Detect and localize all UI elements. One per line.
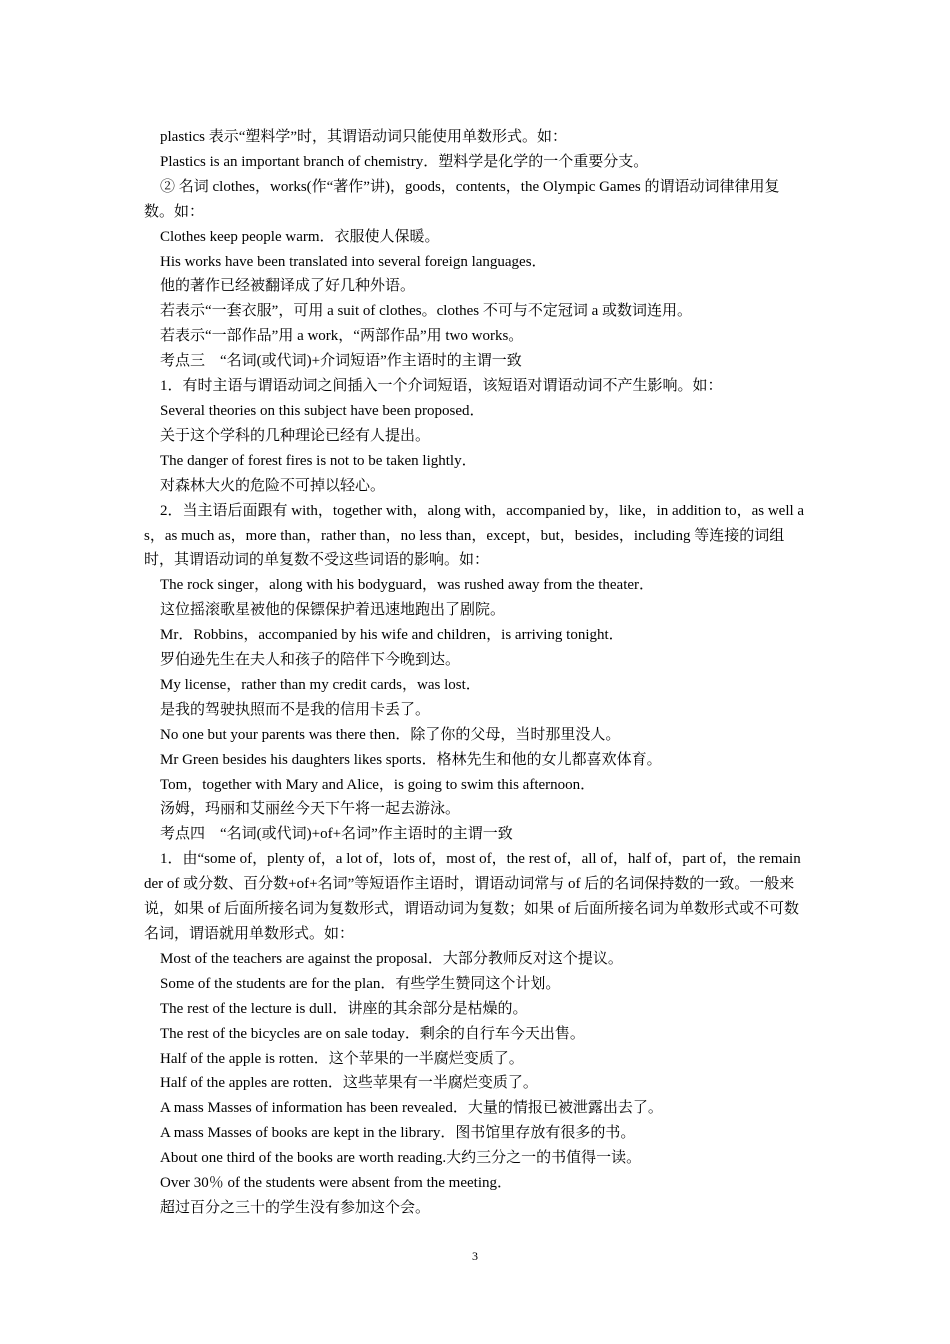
paragraph-38: 超过百分之三十的学生没有参加这个会。: [160, 1199, 431, 1216]
paragraph-4: Clothes keep people warm．衣服使人保暖。: [160, 228, 440, 245]
paragraph-14: 对森林大火的危险不可掉以轻心。: [160, 477, 386, 494]
paragraph-32: Half of the apple is rotten．这个苹果的一半腐烂变质了。: [160, 1050, 524, 1067]
paragraph-33: Half of the apples are rotten．这些苹果有一半腐烂变质了。: [160, 1075, 538, 1092]
paragraph-28: Most of the teachers are against the proposal．大部分教师反对这个提议。: [160, 950, 623, 967]
paragraph-36: About one third of the books are worth reading.大约三分之一的书值得一读。: [160, 1150, 642, 1167]
paragraph-8: 若表示“一部作品”用 a work，“两部作品”用 two works。: [160, 328, 524, 345]
paragraph-27: 1．由“some of，plenty of，a lot of，lots of，most of，the rest of，all of，half of，part of，the remainder of 或分数、百分数+of+名词”等短语作主语时，谓语动词常与 of 后的名词保持数的一致。一般来说，如果 of 后面所接名词为复数形式，谓语动词为复数；如果 of 后面所接名词为单数形式或不可数名词，谓语就用单数形式。如：: [144, 851, 801, 942]
paragraph-35: A mass Masses of books are kept in the library．图书馆里存放有很多的书。: [160, 1125, 636, 1142]
paragraph-3: ② 名词 clothes，works(作“著作”讲)，goods，contents，the Olympic Games 的谓语动词律律用复数。如：: [144, 178, 780, 220]
paragraph-12: 关于这个学科的几种理论已经有人提出。: [160, 427, 431, 444]
paragraph-10: 1．有时主语与谓语动词之间插入一个介词短语，该短语对谓语动词不产生影响。如：: [160, 378, 723, 395]
paragraph-23: Mr Green besides his daughters likes sports．格林先生和他的女儿都喜欢体育。: [160, 751, 662, 768]
paragraph-11: Several theories on this subject have been proposed．: [160, 402, 485, 419]
paragraph-19: 罗伯逊先生在夫人和孩子的陪伴下今晚到达。: [160, 652, 461, 669]
paragraph-21: 是我的驾驶执照而不是我的信用卡丢了。: [160, 701, 431, 718]
paragraph-17: 这位摇滚歌星被他的保镖保护着迅速地跑出了剧院。: [160, 602, 506, 619]
paragraph-1: plastics 表示“塑料学”时，其谓语动词只能使用单数形式。如：: [160, 129, 568, 145]
section-heading-4: 考点四 “名词(或代词)+of+名词”作主语时的主谓一致: [160, 826, 513, 843]
paragraph-5: His works have been translated into several foreign languages．: [160, 253, 547, 270]
paragraph-7: 若表示“一套衣服”，可用 a suit of clothes。clothes 不可与不定冠词 a 或数词连用。: [160, 303, 693, 320]
paragraph-18: Mr．Robbins，accompanied by his wife and children，is arriving tonight．: [160, 627, 624, 644]
paragraph-34: A mass Masses of information has been revealed．大量的情报已被泄露出去了。: [160, 1100, 663, 1117]
paragraph-15: 2．当主语后面跟有 with，together with，along with，accompanied by，like，in addition to，as well as，as much as，more than，rather than，no less than，except，but，besides，including 等连接的词组时，其谓语动词的单复数不受这些词语的影响。如：: [144, 502, 805, 569]
paragraph-30: The rest of the lecture is dull．讲座的其余部分是枯燥的。: [160, 1000, 528, 1017]
paragraph-37: Over 30％ of the students were absent from the meeting．: [160, 1175, 512, 1192]
paragraph-16: The rock singer，along with his bodyguard，was rushed away from the theater．: [160, 577, 655, 594]
paragraph-31: The rest of the bicycles are on sale today．剩余的自行车今天出售。: [160, 1025, 585, 1042]
paragraph-22: No one but your parents was there then．除了你的父母，当时那里没人。: [160, 726, 621, 743]
paragraph-29: Some of the students are for the plan．有些学生赞同这个计划。: [160, 975, 561, 992]
paragraph-2: Plastics is an important branch of chemistry．塑料学是化学的一个重要分支。: [160, 153, 649, 170]
paragraph-6: 他的著作已经被翻译成了好几种外语。: [160, 278, 416, 295]
paragraph-24: Tom，together with Mary and Alice，is going to swim this afternoon．: [160, 776, 596, 793]
page-body: [144, 125, 807, 1221]
paragraph-13: The danger of forest fires is not to be taken lightly．: [160, 452, 477, 469]
paragraph-20: My license，rather than my credit cards，was lost．: [160, 676, 481, 693]
paragraph-25: 汤姆，玛丽和艾丽丝今天下午将一起去游泳。: [160, 801, 461, 818]
page-number: 3: [472, 1249, 478, 1263]
section-heading-3: 考点三 “名词(或代词)+介词短语”作主语时的主谓一致: [160, 353, 522, 370]
